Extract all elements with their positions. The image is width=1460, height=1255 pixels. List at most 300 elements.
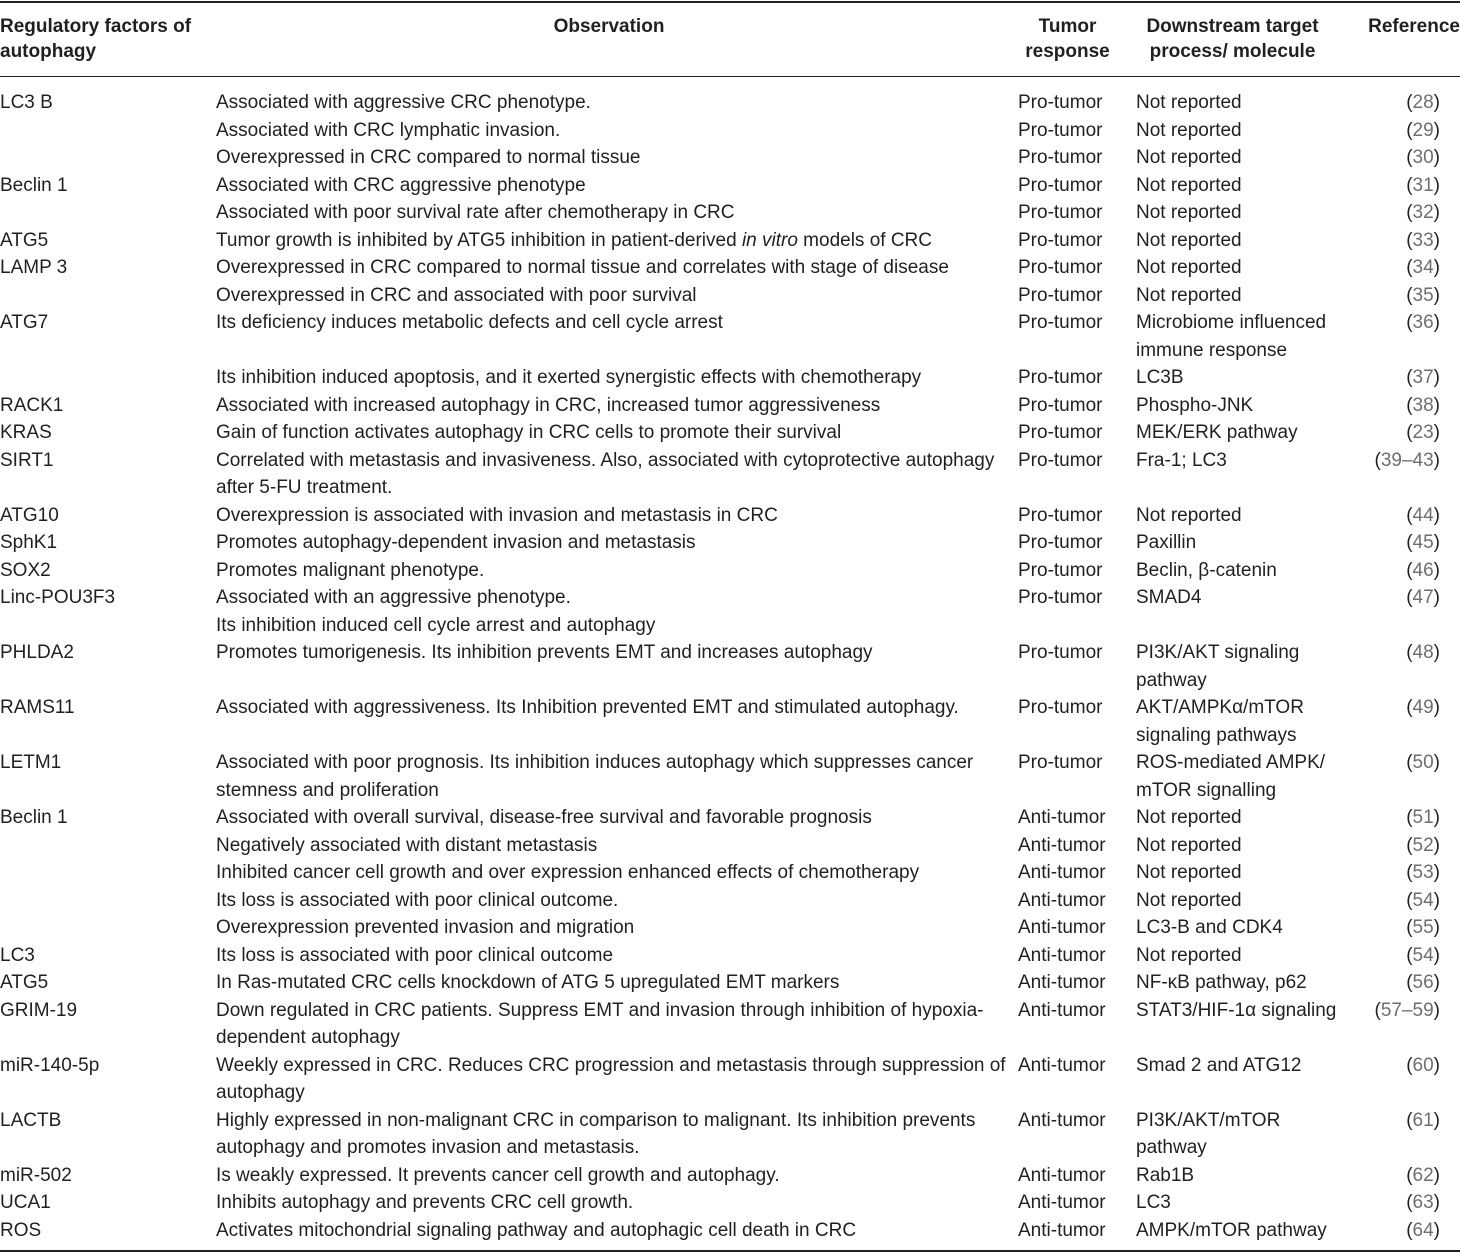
downstream-target-cell: Not reported bbox=[1136, 119, 1242, 141]
reference-close-paren: ) bbox=[1433, 92, 1440, 113]
reference-link[interactable]: 60 bbox=[1412, 1054, 1434, 1076]
factor-cell: Linc-POU3F3 bbox=[0, 587, 116, 608]
reference-close-paren: ) bbox=[1433, 312, 1440, 333]
table-row bbox=[0, 89, 1460, 117]
reference-open-paren: ( bbox=[1406, 394, 1413, 416]
table-row bbox=[0, 749, 1460, 804]
reference-cell bbox=[1340, 1052, 1440, 1080]
header-tumor-line2: response bbox=[1025, 41, 1110, 62]
header-tumor-response bbox=[1010, 14, 1125, 64]
observation-cell: Overexpression is associated with invasion and metastasis in CRC bbox=[216, 504, 778, 526]
factor-cell: Beclin 1 bbox=[0, 174, 68, 196]
downstream-target-cell: LC3 bbox=[1136, 1192, 1171, 1213]
reference-cell bbox=[1340, 1217, 1440, 1245]
observation-cell: Correlated with metastasis and invasiveness. Also, associated with cytoprotective autophagy after 5-FU treatment. bbox=[216, 449, 995, 498]
reference-open-paren: ( bbox=[1374, 999, 1381, 1021]
factor-cell: LAMP 3 bbox=[0, 257, 68, 278]
reference-link[interactable]: 56 bbox=[1412, 972, 1434, 993]
observation-cell: Negatively associated with distant metastasis bbox=[216, 834, 598, 856]
tumor-response-cell: Pro-tumor bbox=[1018, 559, 1103, 581]
downstream-target-cell: AMPK/mTOR pathway bbox=[1136, 1219, 1327, 1241]
table-row bbox=[0, 584, 1460, 612]
observation-cell: Overexpressed in CRC compared to normal tissue bbox=[216, 147, 641, 168]
reference-cell bbox=[1340, 89, 1440, 117]
factor-cell: GRIM-19 bbox=[0, 999, 78, 1021]
observation-cell: Down regulated in CRC patients. Suppress EMT and invasion through inhibition of hypoxia-dependent autophagy bbox=[216, 999, 984, 1048]
table-row bbox=[0, 117, 1460, 145]
reference-close-paren: ) bbox=[1433, 999, 1440, 1021]
reference-close-paren: ) bbox=[1433, 587, 1440, 608]
table-row bbox=[0, 832, 1460, 860]
table-row bbox=[0, 997, 1460, 1052]
observation-cell: Inhibited cancer cell growth and over expression enhanced effects of chemotherapy bbox=[216, 862, 920, 883]
downstream-target-cell: Not reported bbox=[1136, 257, 1242, 278]
table-row bbox=[0, 859, 1460, 887]
header-regulatory-factors bbox=[0, 14, 210, 64]
factor-cell: ATG10 bbox=[0, 504, 59, 526]
factor-cell: LC3 bbox=[0, 944, 35, 966]
reference-open-paren: ( bbox=[1406, 1164, 1413, 1186]
table-body bbox=[0, 89, 1460, 1244]
reference-open-paren: ( bbox=[1406, 587, 1413, 608]
reference-close-paren: ) bbox=[1433, 202, 1440, 223]
tumor-response-cell: Anti-tumor bbox=[1018, 1192, 1106, 1213]
table-row bbox=[0, 199, 1460, 227]
reference-cell bbox=[1340, 309, 1440, 337]
reference-open-paren: ( bbox=[1406, 229, 1413, 251]
observation-cell: Associated with poor survival rate after chemotherapy in CRC bbox=[216, 202, 735, 223]
table-row bbox=[0, 612, 1460, 640]
downstream-target-cell: AKT/AMPKα/mTOR signaling pathways bbox=[1136, 697, 1304, 746]
reference-link[interactable]: 52 bbox=[1412, 834, 1434, 856]
reference-close-paren: ) bbox=[1433, 972, 1440, 993]
reference-close-paren: ) bbox=[1433, 889, 1440, 911]
downstream-target-cell: NF-κB pathway, p62 bbox=[1136, 972, 1307, 993]
table-row bbox=[0, 557, 1460, 585]
tumor-response-cell: Pro-tumor bbox=[1018, 284, 1103, 306]
table-row bbox=[0, 172, 1460, 200]
observation-cell: Overexpressed in CRC compared to normal tissue and correlates with stage of disease bbox=[216, 257, 949, 278]
factor-cell: ATG5 bbox=[0, 229, 49, 251]
factor-cell: LETM1 bbox=[0, 752, 62, 773]
downstream-target-cell: PI3K/AKT signaling pathway bbox=[1136, 642, 1300, 691]
header-downstream-line1: Downstream target bbox=[1146, 16, 1319, 37]
header-reference: Reference bbox=[1368, 16, 1460, 37]
reference-close-paren: ) bbox=[1433, 504, 1440, 526]
reference-close-paren: ) bbox=[1433, 807, 1440, 828]
table-row bbox=[0, 144, 1460, 172]
reference-cell bbox=[1340, 749, 1440, 777]
factor-cell: UCA1 bbox=[0, 1192, 51, 1213]
tumor-response-cell: Pro-tumor bbox=[1018, 174, 1103, 196]
reference-close-paren: ) bbox=[1433, 944, 1440, 966]
tumor-response-cell: Anti-tumor bbox=[1018, 917, 1106, 938]
reference-cell bbox=[1340, 997, 1440, 1025]
observation-cell: Associated with aggressive CRC phenotype. bbox=[216, 92, 591, 113]
reference-open-paren: ( bbox=[1406, 944, 1413, 966]
reference-close-paren: ) bbox=[1433, 532, 1440, 553]
downstream-target-cell: Microbiome influenced immune response bbox=[1136, 312, 1327, 361]
tumor-response-cell: Pro-tumor bbox=[1018, 532, 1103, 553]
tumor-response-cell: Anti-tumor bbox=[1018, 1219, 1106, 1241]
reference-link[interactable]: 55 bbox=[1412, 917, 1434, 938]
tumor-response-cell: Pro-tumor bbox=[1018, 367, 1103, 388]
reference-open-paren: ( bbox=[1406, 504, 1413, 526]
reference-close-paren: ) bbox=[1433, 697, 1440, 718]
tumor-response-cell: Pro-tumor bbox=[1018, 119, 1103, 141]
reference-open-paren: ( bbox=[1406, 917, 1413, 938]
table-row bbox=[0, 942, 1460, 970]
reference-close-paren: ) bbox=[1433, 1192, 1440, 1213]
reference-open-paren: ( bbox=[1406, 119, 1413, 141]
observation-cell: Promotes malignant phenotype. bbox=[216, 559, 485, 581]
factor-cell: miR-140-5p bbox=[0, 1054, 100, 1076]
downstream-target-cell: Not reported bbox=[1136, 92, 1242, 113]
factor-cell: PHLDA2 bbox=[0, 642, 74, 663]
reference-link[interactable]: 57–59 bbox=[1380, 999, 1434, 1021]
reference-link[interactable]: 61 bbox=[1412, 1109, 1434, 1131]
reference-open-paren: ( bbox=[1406, 147, 1413, 168]
reference-open-paren: ( bbox=[1406, 642, 1413, 663]
table-row bbox=[0, 364, 1460, 392]
header-tumor-line1: Tumor bbox=[1038, 16, 1097, 37]
tumor-response-cell: Pro-tumor bbox=[1018, 642, 1103, 663]
factor-cell: miR-502 bbox=[0, 1164, 72, 1186]
reference-cell bbox=[1340, 144, 1440, 172]
table-row bbox=[0, 639, 1460, 694]
reference-open-paren: ( bbox=[1406, 834, 1413, 856]
observation-cell: Promotes tumorigenesis. Its inhibition prevents EMT and increases autophagy bbox=[216, 642, 873, 663]
header-factor-line2: autophagy bbox=[0, 41, 97, 62]
downstream-target-cell: SMAD4 bbox=[1136, 587, 1202, 608]
downstream-target-cell: Not reported bbox=[1136, 834, 1242, 856]
table-header-rule bbox=[0, 76, 1460, 77]
reference-cell bbox=[1340, 419, 1440, 447]
observation-cell: Is weakly expressed. It prevents cancer cell growth and autophagy. bbox=[216, 1164, 780, 1186]
observation-cell: Associated with increased autophagy in CRC, increased tumor aggressiveness bbox=[216, 394, 881, 416]
reference-link[interactable]: 28 bbox=[1412, 92, 1434, 113]
table-row bbox=[0, 529, 1460, 557]
table-row bbox=[0, 1189, 1460, 1217]
reference-open-paren: ( bbox=[1406, 972, 1413, 993]
reference-open-paren: ( bbox=[1406, 202, 1413, 223]
tumor-response-cell: Anti-tumor bbox=[1018, 1164, 1106, 1186]
reference-cell bbox=[1340, 117, 1440, 145]
reference-cell bbox=[1340, 832, 1440, 860]
observation-cell: Overexpressed in CRC and associated with poor survival bbox=[216, 284, 697, 306]
reference-close-paren: ) bbox=[1433, 422, 1440, 443]
table-row bbox=[0, 1162, 1460, 1190]
reference-cell bbox=[1340, 227, 1440, 255]
reference-link[interactable]: 31 bbox=[1412, 174, 1434, 196]
reference-link[interactable]: 51 bbox=[1412, 807, 1434, 828]
reference-open-paren: ( bbox=[1406, 1109, 1413, 1131]
reference-cell bbox=[1340, 557, 1440, 585]
reference-open-paren: ( bbox=[1406, 1054, 1413, 1076]
reference-close-paren: ) bbox=[1433, 449, 1440, 471]
reference-close-paren: ) bbox=[1433, 229, 1440, 251]
reference-close-paren: ) bbox=[1433, 752, 1440, 773]
reference-close-paren: ) bbox=[1433, 1109, 1440, 1131]
table-row bbox=[0, 1107, 1460, 1162]
observation-cell: Associated with CRC lymphatic invasion. bbox=[216, 119, 561, 141]
header-downstream-target bbox=[1130, 14, 1335, 64]
reference-cell bbox=[1340, 942, 1440, 970]
tumor-response-cell: Pro-tumor bbox=[1018, 312, 1103, 333]
reference-link[interactable]: 45 bbox=[1412, 532, 1434, 553]
reference-open-paren: ( bbox=[1406, 752, 1413, 773]
reference-cell bbox=[1340, 172, 1440, 200]
tumor-response-cell: Anti-tumor bbox=[1018, 889, 1106, 911]
factor-cell: RACK1 bbox=[0, 394, 64, 416]
reference-cell bbox=[1340, 584, 1440, 612]
factor-cell: ROS bbox=[0, 1219, 42, 1241]
tumor-response-cell: Pro-tumor bbox=[1018, 587, 1103, 608]
observation-cell: Its inhibition induced cell cycle arrest and autophagy bbox=[216, 614, 656, 636]
observation-cell: Associated with overall survival, disease-free survival and favorable prognosis bbox=[216, 807, 872, 828]
reference-link[interactable]: 54 bbox=[1412, 889, 1434, 911]
downstream-target-cell: Not reported bbox=[1136, 944, 1242, 966]
observation-cell: Activates mitochondrial signaling pathway and autophagic cell death in CRC bbox=[216, 1219, 857, 1241]
reference-open-paren: ( bbox=[1406, 807, 1413, 828]
reference-close-paren: ) bbox=[1433, 394, 1440, 416]
tumor-response-cell: Pro-tumor bbox=[1018, 422, 1103, 443]
factor-cell: KRAS bbox=[0, 422, 52, 443]
header-downstream-line2: process/ molecule bbox=[1149, 41, 1316, 62]
reference-cell bbox=[1340, 364, 1440, 392]
reference-link[interactable]: 64 bbox=[1412, 1219, 1434, 1241]
reference-link[interactable]: 54 bbox=[1412, 944, 1434, 966]
downstream-target-cell: Not reported bbox=[1136, 807, 1242, 828]
reference-link[interactable]: 63 bbox=[1412, 1192, 1434, 1213]
observation-cell: Associated with an aggressive phenotype. bbox=[216, 587, 571, 608]
reference-link[interactable]: 39–43 bbox=[1380, 449, 1434, 471]
observation-cell: Inhibits autophagy and prevents CRC cell growth. bbox=[216, 1192, 634, 1213]
reference-cell bbox=[1340, 447, 1440, 475]
tumor-response-cell: Pro-tumor bbox=[1018, 202, 1103, 223]
reference-open-paren: ( bbox=[1406, 889, 1413, 911]
observation-cell: Its loss is associated with poor clinical outcome. bbox=[216, 889, 619, 911]
reference-close-paren: ) bbox=[1433, 862, 1440, 883]
table-row bbox=[0, 309, 1460, 364]
tumor-response-cell: Anti-tumor bbox=[1018, 862, 1106, 883]
factor-cell: SIRT1 bbox=[0, 449, 54, 471]
downstream-target-cell: Not reported bbox=[1136, 202, 1242, 223]
tumor-response-cell: Anti-tumor bbox=[1018, 1109, 1106, 1131]
downstream-target-cell: Smad 2 and ATG12 bbox=[1136, 1054, 1302, 1076]
tumor-response-cell: Pro-tumor bbox=[1018, 229, 1103, 251]
table-row bbox=[0, 694, 1460, 749]
reference-open-paren: ( bbox=[1406, 697, 1413, 718]
observation-cell: Its loss is associated with poor clinical outcome bbox=[216, 944, 614, 966]
tumor-response-cell: Anti-tumor bbox=[1018, 807, 1106, 828]
downstream-target-cell: Fra-1; LC3 bbox=[1136, 449, 1227, 471]
header-factor-line1: Regulatory factors of bbox=[0, 16, 192, 37]
table-row bbox=[0, 282, 1460, 310]
reference-close-paren: ) bbox=[1433, 147, 1440, 168]
table-row bbox=[0, 804, 1460, 832]
reference-cell bbox=[1340, 969, 1440, 997]
downstream-target-cell: Paxillin bbox=[1136, 532, 1197, 553]
downstream-target-cell: STAT3/HIF-1α signaling bbox=[1136, 999, 1337, 1021]
reference-close-paren: ) bbox=[1433, 1219, 1440, 1241]
reference-cell bbox=[1340, 859, 1440, 887]
reference-open-paren: ( bbox=[1406, 532, 1413, 553]
reference-link[interactable]: 47 bbox=[1412, 587, 1434, 608]
downstream-target-cell: ROS-mediated AMPK/ mTOR signalling bbox=[1136, 752, 1326, 801]
reference-cell bbox=[1340, 1189, 1440, 1217]
reference-open-paren: ( bbox=[1406, 862, 1413, 883]
downstream-target-cell: Rab1B bbox=[1136, 1164, 1195, 1186]
reference-open-paren: ( bbox=[1406, 559, 1413, 581]
reference-cell bbox=[1340, 282, 1440, 310]
reference-close-paren: ) bbox=[1433, 257, 1440, 278]
table-row bbox=[0, 969, 1460, 997]
reference-open-paren: ( bbox=[1406, 284, 1413, 306]
observation-cell: Overexpression prevented invasion and migration bbox=[216, 917, 635, 938]
tumor-response-cell: Anti-tumor bbox=[1018, 999, 1106, 1021]
downstream-target-cell: Not reported bbox=[1136, 229, 1242, 251]
reference-cell bbox=[1340, 254, 1440, 282]
table-row bbox=[0, 914, 1460, 942]
observation-cell: Its inhibition induced apoptosis, and it exerted synergistic effects with chemotherapy bbox=[216, 367, 922, 388]
observation-cell: Promotes autophagy-dependent invasion and metastasis bbox=[216, 532, 696, 553]
factor-cell: ATG7 bbox=[0, 312, 49, 333]
observation-cell: Associated with poor prognosis. Its inhibition induces autophagy which suppresses cancer stemness and proliferation bbox=[216, 752, 974, 801]
reference-cell bbox=[1340, 502, 1440, 530]
reference-link[interactable]: 37 bbox=[1412, 367, 1434, 388]
reference-close-paren: ) bbox=[1433, 642, 1440, 663]
downstream-target-cell: Not reported bbox=[1136, 862, 1242, 883]
tumor-response-cell: Pro-tumor bbox=[1018, 92, 1103, 113]
downstream-target-cell: Not reported bbox=[1136, 889, 1242, 911]
reference-close-paren: ) bbox=[1433, 284, 1440, 306]
table-row bbox=[0, 392, 1460, 420]
downstream-target-cell: Not reported bbox=[1136, 504, 1242, 526]
downstream-target-cell: Not reported bbox=[1136, 284, 1242, 306]
reference-link[interactable]: 48 bbox=[1412, 642, 1434, 663]
reference-link[interactable]: 36 bbox=[1412, 312, 1434, 333]
reference-link[interactable]: 35 bbox=[1412, 284, 1434, 306]
reference-close-paren: ) bbox=[1433, 367, 1440, 388]
tumor-response-cell: Anti-tumor bbox=[1018, 944, 1106, 966]
table-row bbox=[0, 1052, 1460, 1107]
downstream-target-cell: LC3B bbox=[1136, 367, 1184, 388]
table-bottom-rule bbox=[0, 1250, 1460, 1252]
tumor-response-cell: Pro-tumor bbox=[1018, 752, 1103, 773]
downstream-target-cell: LC3-B and CDK4 bbox=[1136, 917, 1283, 938]
downstream-target-cell: Not reported bbox=[1136, 147, 1242, 168]
reference-cell bbox=[1340, 392, 1440, 420]
observation-cell: Associated with aggressiveness. Its Inhibition prevented EMT and stimulated autophagy. bbox=[216, 697, 959, 718]
factor-cell: ATG5 bbox=[0, 972, 49, 993]
factor-cell: Beclin 1 bbox=[0, 807, 68, 828]
downstream-target-cell: PI3K/AKT/mTOR pathway bbox=[1136, 1109, 1281, 1158]
reference-close-paren: ) bbox=[1433, 174, 1440, 196]
reference-close-paren: ) bbox=[1433, 917, 1440, 938]
observation-cell: Highly expressed in non-malignant CRC in comparison to malignant. Its inhibition prevents autophagy and promotes invasion and metastasis. bbox=[216, 1109, 976, 1158]
reference-cell bbox=[1340, 199, 1440, 227]
table-row bbox=[0, 502, 1460, 530]
reference-close-paren: ) bbox=[1433, 1164, 1440, 1186]
observation-cell: Weekly expressed in CRC. Reduces CRC progression and metastasis through suppression of autophagy bbox=[216, 1054, 1006, 1103]
factor-cell: LACTB bbox=[0, 1109, 62, 1131]
reference-link[interactable]: 30 bbox=[1412, 147, 1434, 168]
reference-open-paren: ( bbox=[1406, 92, 1413, 113]
reference-close-paren: ) bbox=[1433, 1054, 1440, 1076]
observation-cell: In Ras-mutated CRC cells knockdown of ATG 5 upregulated EMT markers bbox=[216, 972, 840, 993]
reference-cell bbox=[1340, 1162, 1440, 1190]
table-row bbox=[0, 419, 1460, 447]
reference-link[interactable]: 50 bbox=[1412, 752, 1434, 773]
tumor-response-cell: Pro-tumor bbox=[1018, 257, 1103, 278]
tumor-response-cell: Anti-tumor bbox=[1018, 1054, 1106, 1076]
reference-link[interactable]: 53 bbox=[1412, 862, 1434, 883]
reference-cell bbox=[1340, 914, 1440, 942]
reference-cell bbox=[1340, 694, 1440, 722]
downstream-target-cell: Phospho-JNK bbox=[1136, 394, 1254, 416]
reference-open-paren: ( bbox=[1406, 312, 1413, 333]
reference-cell bbox=[1340, 529, 1440, 557]
reference-link[interactable]: 38 bbox=[1412, 394, 1434, 416]
tumor-response-cell: Anti-tumor bbox=[1018, 972, 1106, 993]
factor-cell: RAMS11 bbox=[0, 697, 75, 718]
reference-link[interactable]: 34 bbox=[1412, 257, 1434, 278]
downstream-target-cell: Beclin, β-catenin bbox=[1136, 559, 1277, 581]
reference-open-paren: ( bbox=[1406, 367, 1413, 388]
table-row bbox=[0, 447, 1460, 502]
reference-open-paren: ( bbox=[1406, 257, 1413, 278]
reference-link[interactable]: 23 bbox=[1412, 422, 1434, 443]
reference-close-paren: ) bbox=[1433, 119, 1440, 141]
tumor-response-cell: Pro-tumor bbox=[1018, 697, 1103, 718]
factor-cell: SphK1 bbox=[0, 532, 58, 553]
reference-open-paren: ( bbox=[1406, 422, 1413, 443]
reference-cell bbox=[1340, 639, 1440, 667]
reference-close-paren: ) bbox=[1433, 834, 1440, 856]
reference-link[interactable]: 49 bbox=[1412, 697, 1434, 718]
downstream-target-cell: MEK/ERK pathway bbox=[1136, 422, 1298, 443]
tumor-response-cell: Pro-tumor bbox=[1018, 504, 1103, 526]
reference-link[interactable]: 29 bbox=[1412, 119, 1434, 141]
observation-cell: Associated with CRC aggressive phenotype bbox=[216, 174, 586, 196]
table-row bbox=[0, 254, 1460, 282]
reference-cell bbox=[1340, 1107, 1440, 1135]
observation-cell: Its deficiency induces metabolic defects and cell cycle arrest bbox=[216, 312, 723, 333]
reference-link[interactable]: 32 bbox=[1412, 202, 1434, 223]
reference-open-paren: ( bbox=[1406, 1219, 1413, 1241]
table-row bbox=[0, 887, 1460, 915]
table-row bbox=[0, 227, 1460, 255]
reference-cell bbox=[1340, 804, 1440, 832]
tumor-response-cell: Pro-tumor bbox=[1018, 394, 1103, 416]
header-observation: Observation bbox=[553, 16, 665, 37]
factor-cell: LC3 B bbox=[0, 92, 53, 113]
reference-close-paren: ) bbox=[1433, 559, 1440, 581]
table-top-rule bbox=[0, 1, 1460, 3]
observation-cell: Tumor growth is inhibited by ATG5 inhibition in patient-derived in vitro models of CRC bbox=[216, 229, 933, 251]
tumor-response-cell: Anti-tumor bbox=[1018, 834, 1106, 856]
reference-link[interactable]: 44 bbox=[1412, 504, 1434, 526]
table-row bbox=[0, 1217, 1460, 1245]
factor-cell: SOX2 bbox=[0, 559, 51, 581]
reference-link[interactable]: 33 bbox=[1412, 229, 1434, 251]
reference-link[interactable]: 62 bbox=[1412, 1164, 1434, 1186]
reference-open-paren: ( bbox=[1406, 174, 1413, 196]
reference-open-paren: ( bbox=[1374, 449, 1381, 471]
reference-cell bbox=[1340, 887, 1440, 915]
reference-link[interactable]: 46 bbox=[1412, 559, 1434, 581]
